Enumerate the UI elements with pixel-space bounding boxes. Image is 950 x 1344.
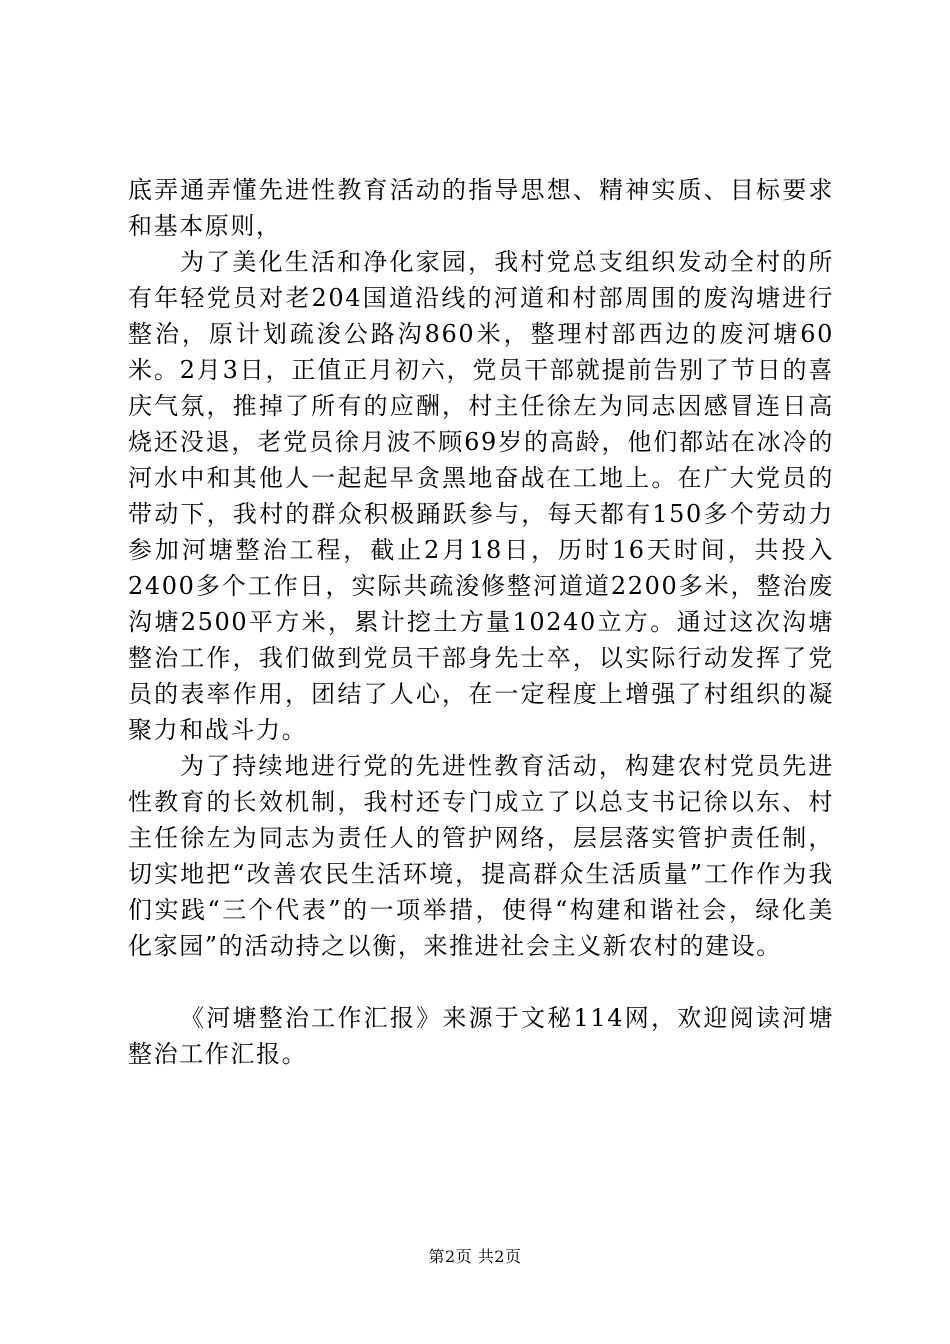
page-number: 第2页 共2页: [428, 1247, 522, 1266]
paragraph-river-cleanup: 为了美化生活和净化家园，我村党总支组织发动全村的所有年轻党员对老204国道沿线的河道和村部周围的废沟塘进行整治，原计划疏浚公路沟860米，整理村部西边的废河塘60米。2月3日，正值正月初六，党员干部就提前告别了节日的喜庆气氛，推掉了所有的应酬，村主任徐左为同志因感冒连日高烧还没退，老党员徐月波不顾69岁的高龄，他们都站在冰冷的河水中和其他人一起起早贪黑地奋战在工地上。在广大党员的带动下，我村的群众积极踊跃参与，每天都有150多个劳动力参加河塘整治工程，截止2月18日，历时16天时间，共投入2400多个工作日，实际共疏浚修整河道道2200多米，整治废沟塘2500平方米，累计挖土方量10240立方。通过这次沟塘整治工作，我们做到党员干部身先士卒，以实际行动发挥了党员的表率作用，团结了人心，在一定程度上增强了村组织的凝聚力和战斗力。: [128, 248, 834, 744]
paragraph-continuation: 底弄通弄懂先进性教育活动的指导思想、精神实质、目标要求和基本原则，: [128, 176, 834, 240]
document-body: [128, 172, 834, 1072]
paragraph-long-term-mechanism: 为了持续地进行党的先进性教育活动，构建农村党员先进性教育的长效机制，我村还专门成立了以总支书记徐以东、村主任徐左为同志为责任人的管护网络，层层落实管护责任制，切实地把“改善农民生活环境，提高群众生活质量”工作作为我们实践“三个代表”的一项举措，使得“构建和谐社会，绿化美化家园”的活动持之以衡，来推进社会主义新农村的建设。: [128, 752, 834, 960]
source-note: 《河塘整治工作汇报》来源于文秘114网，欢迎阅读河塘整治工作汇报。: [128, 1004, 834, 1068]
